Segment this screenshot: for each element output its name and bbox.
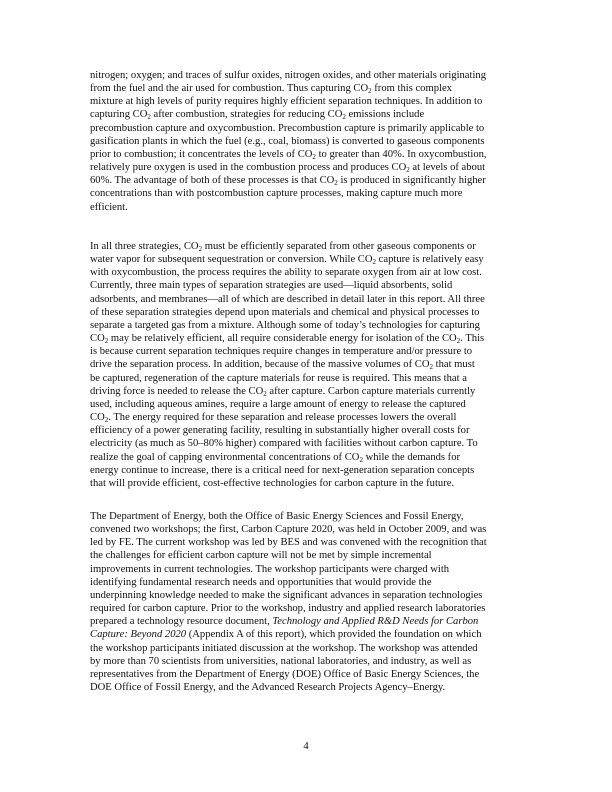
text-line: 60%. The advantage of both of these processes is that $CO_2$ is produced in significantly higher bbox=[90, 175, 486, 188]
subscript: 2 bbox=[429, 363, 433, 372]
text-line: the challenges for efficient carbon capture will not be met by simple incremental bbox=[90, 550, 432, 562]
text-line: In all three strategies, $CO_2$ must be efficiently separated from other gaseous components or bbox=[90, 241, 476, 253]
text-line: identifying fundamental research needs and opportunities that would provide the bbox=[90, 576, 432, 588]
subscript: 2 bbox=[456, 337, 461, 346]
text-line: representatives from the Department of Energy (DOE) Office of Basic Energy Sciences, the bbox=[90, 668, 480, 680]
subscript: 2 bbox=[342, 113, 346, 122]
text-line: gasification plants in which the fuel (e.g., coal, biomass) is converted to gaseous components bbox=[90, 135, 485, 147]
text-line: capturing $CO_2$ after combustion, strategies for reducing $CO_2$ emissions include bbox=[90, 109, 425, 122]
text-line: led by FE. The current workshop was led by BES and was convened with the recognition that bbox=[90, 537, 487, 549]
subscript: 2 bbox=[198, 245, 203, 253]
paragraph-3 bbox=[90, 510, 487, 694]
subscript: 2 bbox=[368, 87, 372, 96]
subscript: 2 bbox=[312, 152, 316, 161]
text-line: convened two workshops; the first, Carbon Capture 2020, was held in October 2009, and was bbox=[90, 524, 487, 536]
text-line: separate a targeted gas from a mixture. Although some of today’s technologies for capturing bbox=[90, 319, 480, 331]
text-line: relatively pure oxygen is used in the combustion process and produces $CO_2$ at levels of about bbox=[90, 162, 486, 175]
text-line: driving force is needed to release the $CO_2$ after capture. Carbon capture materials currently bbox=[90, 385, 476, 398]
page-number: 4 bbox=[303, 741, 309, 752]
subscript: 2 bbox=[104, 337, 109, 346]
text-line: DOE Office of Fossil Energy, and the Advanced Research Projects Agency–Energy. bbox=[90, 682, 446, 694]
text-line: required for carbon capture. Prior to the workshop, industry and applied research laboratories bbox=[90, 603, 486, 615]
text-line: nitrogen; oxygen; and traces of sulfur oxides, nitrogen oxides, and other materials originating bbox=[90, 70, 486, 81]
text-line: by more than 70 scientists from universities, national laboratories, and industry, as well as bbox=[90, 655, 472, 667]
subscript: 2 bbox=[263, 389, 267, 398]
subscript: 2 bbox=[406, 166, 410, 175]
text-line: the workshop participants initiated discussion at the workshop. The workshop was attended bbox=[90, 642, 478, 654]
text-line: precombustion capture and oxycombustion. Precombustion capture is primarily applicable to bbox=[90, 122, 485, 134]
paragraph-2 bbox=[90, 240, 485, 490]
text-line: Capture: Beyond 2020 (Appendix A of this report), which provided the foundation on which bbox=[90, 629, 482, 641]
text-line: $CO_2$. The energy required for these separation and release processes lowers the overall bbox=[90, 412, 457, 425]
text-line: electricity (as much as 50–80% higher) compared with facilities without carbon capture. To bbox=[90, 438, 478, 450]
subscript: 2 bbox=[372, 258, 377, 267]
text-line: realize the goal of capping environmental concentrations of $CO_2$ while the demands for bbox=[90, 451, 461, 464]
text-line: concentrations than with postcombustion capture processes, making capture much more bbox=[90, 188, 463, 200]
text-line: prior to combustion; it concentrates the levels of $CO_2$ to greater than 40%. In oxycombustion, bbox=[90, 148, 487, 161]
text-line: that will provide efficient, cost-effective technologies for carbon capture in the future. bbox=[90, 477, 455, 489]
text-line: drive the separation process. In addition, because of the massive volumes of $CO_2$ that must bbox=[90, 359, 475, 372]
italic-title: Capture: Beyond 2020 bbox=[90, 629, 187, 641]
text-line: $CO_2$ may be relatively efficient, all require considerable energy for isolation of the $CO_2$. This bbox=[90, 333, 485, 346]
subscript: 2 bbox=[147, 113, 151, 122]
text-line: efficient. bbox=[90, 201, 128, 213]
subscript: 2 bbox=[104, 416, 109, 425]
text-line: from the fuel and the air used for combustion. Thus capturing $CO_2$ from this complex bbox=[90, 83, 452, 96]
text-line: is because current separation techniques require changes in temperature and/or pressure to bbox=[90, 346, 473, 358]
text-line: improvements in current technologies. The workshop participants were charged with bbox=[90, 563, 450, 575]
text-line: be captured, regeneration of the capture materials for reuse is required. This means that a bbox=[90, 372, 467, 384]
text-line: prepared a technology resource document, Technology and Applied R&D Needs for Carbon bbox=[90, 616, 479, 628]
text-line: The Department of Energy, both the Office of Basic Energy Sciences and Fossil Energy, bbox=[90, 511, 464, 522]
subscript: 2 bbox=[359, 455, 363, 464]
text-line: energy continue to increase, there is a critical need for next-generation separation concepts bbox=[90, 464, 475, 476]
text-line: of these separation strategies depend upon materials and chemical and physical processes to bbox=[90, 306, 480, 318]
text-line: mixture at high levels of purity requires highly efficient separation techniques. In addition to bbox=[90, 96, 483, 108]
text-line: adsorbents, and membranes—all of which are described in detail later in this report. All three bbox=[90, 293, 485, 305]
text-line: water vapor for subsequent sequestration or conversion. While $CO_2$ capture is relatively easy bbox=[90, 254, 484, 267]
subscript: 2 bbox=[334, 179, 338, 188]
paragraph-1 bbox=[90, 69, 487, 214]
text-line: Currently, three main types of separation strategies are used—liquid absorbents, solid bbox=[90, 280, 453, 292]
text-line: underpinning knowledge needed to make the significant advances in separation technologies bbox=[90, 589, 483, 601]
text-line: with oxycombustion, the process requires the ability to separate oxygen from air at low cost. bbox=[90, 267, 482, 279]
text-line: used, including aqueous amines, require a large amount of energy to release the captured bbox=[90, 398, 466, 410]
italic-title: Technology and Applied R&D Needs for Carbon bbox=[272, 616, 479, 628]
text-line: efficiency of a power generating facility, resulting in substantially higher overall costs for bbox=[90, 425, 470, 437]
